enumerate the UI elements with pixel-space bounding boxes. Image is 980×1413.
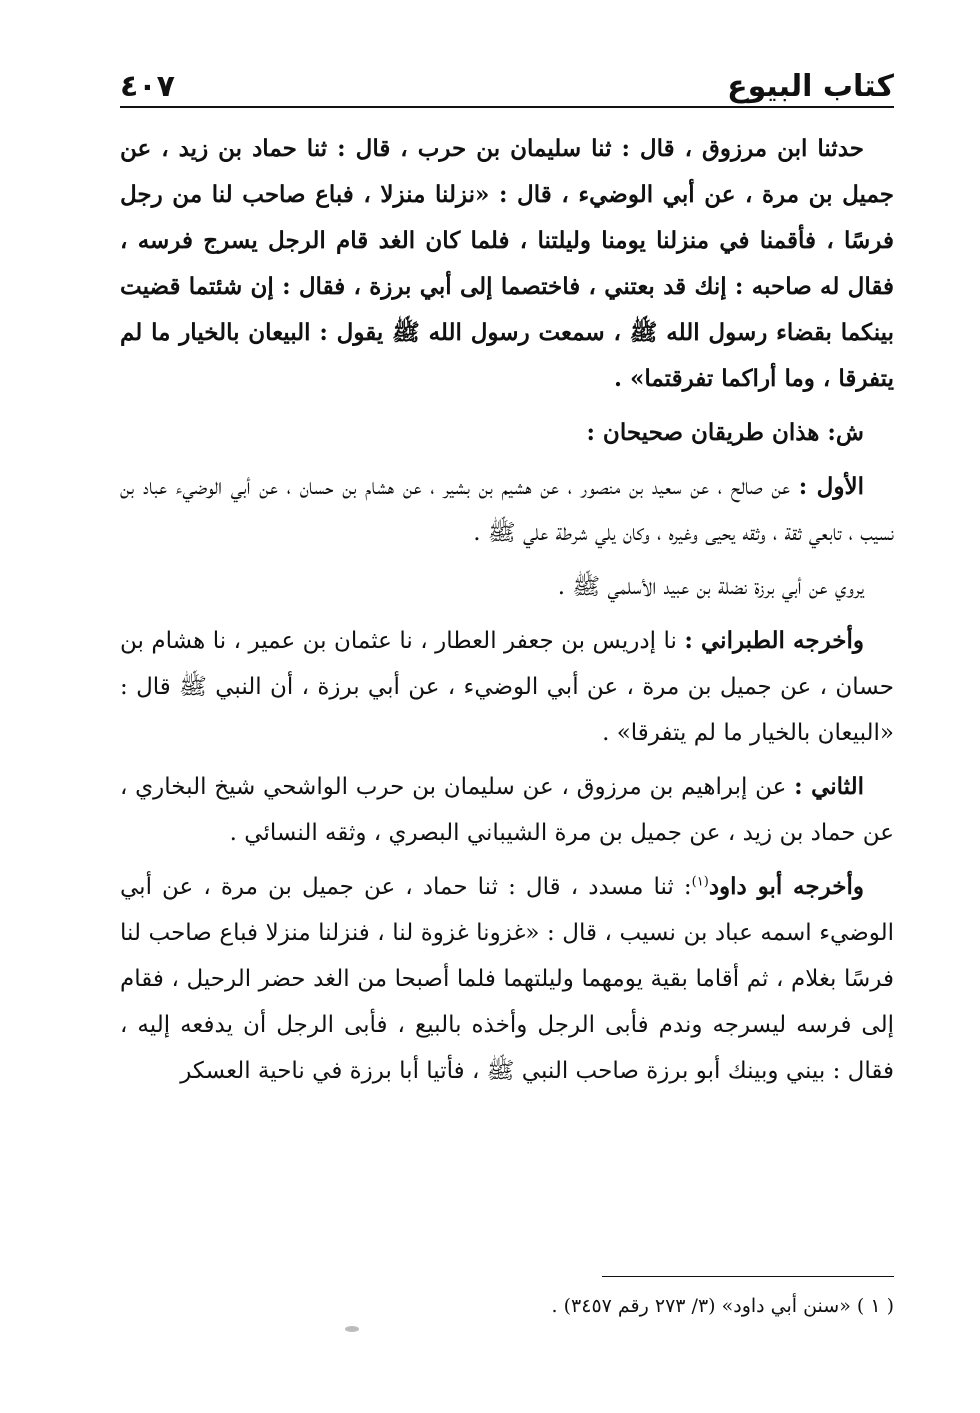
paragraph-text: : ثنا مسدد ، قال : ثنا حماد ، عن جميل بن مرة ، عن أبي الوضيء اسمه عباد بن نسيب ، قال : «غزونا غزوة لنا ، فنزلنا منزلا فباع صاحب لنا فرسًا بغلام ، ثم أقاما بقية يومهما وليلتهما فلما أصبحا من الغد حضر الرحيل ، فقام إلى فرسه ليسرجه وندم فأبى الرجل وأخذه بالبيع ، فأبى الرجل أن يدفعه إليه ، فقال : بيني وبينك أبو برزة صاحب النبي ﷺ ، فأتيا أبا برزة في ناحية العسكر <box>120 874 894 1084</box>
commentary-paragraph <box>120 464 894 556</box>
paragraph-text: حدثنا ابن مرزوق ، قال : ثنا سليمان بن حرب ، قال : ثنا حماد بن زيد ، عن جميل بن مرة ، عن أبي الوضيء ، قال : «نزلنا منزلا ، فباع صاحب لنا من رجل فرسًا ، فأقمنا في منزلنا يومنا وليلتنا ، فلما كان الغد قام الرجل يسرج فرسه ، فقال له صاحبه : إنك قد بعتني ، فاختصما إلى أبي برزة ، فقال : إن شئتما قضيت بينكما بقضاء رسول الله ﷺ ، سمعت رسول الله ﷺ يقول : البيعان بالخيار ما لم يتفرقا ، وما أراكما تفرقتما» . <box>120 135 894 392</box>
chapter-title: كتاب البيوع <box>727 69 894 104</box>
page-number: ٤٠٧ <box>120 69 175 104</box>
paragraph-text: نا إدريس بن جعفر العطار ، نا عثمان بن عمير ، نا هشام بن حسان ، عن جميل بن مرة ، عن أبي الوضيء ، عن أبي برزة ، أن النبي ﷺ قال : «البيعان بالخيار ما لم يتفرقا» . <box>120 628 894 746</box>
paragraph-text: يروي عن أبي برزة نضلة بن عبيد الأسلمي ﷺ . <box>557 574 864 600</box>
paragraph-text: عن صالح ، عن سعيد بن منصور ، عن هشيم بن بشير ، عن هشام بن حسان ، عن أبي الوضيء عباد بن نسيب ، تابعي ثقة ، وثقه يحيى وغيره ، وكان يلي شرطة علي ﷺ . <box>120 474 894 546</box>
paragraph-lead: وأخرجه الطبراني : <box>684 627 864 654</box>
paragraph-text: عن إبراهيم بن مرزوق ، عن سليمان بن حرب الواشحي شيخ البخاري ، عن حماد بن زيد ، عن جميل بن مرة الشيباني البصري ، وثقه النسائي . <box>120 774 894 846</box>
commentary-paragraph <box>120 564 894 610</box>
main-text <box>120 126 894 1102</box>
footnote-divider <box>602 1276 894 1277</box>
paragraph-lead: الأول : <box>798 473 864 500</box>
section-heading <box>120 410 894 456</box>
scan-smudge <box>345 1326 359 1332</box>
commentary-paragraph <box>120 764 894 856</box>
footnote <box>120 1288 894 1324</box>
footnote-text: ( ١ ) «سنن أبي داود» (٣/ ٢٧٣ رقم ٣٤٥٧) . <box>551 1295 894 1317</box>
commentary-paragraph <box>120 864 894 1094</box>
footnote-marker[interactable]: (١) <box>691 874 709 890</box>
paragraph-lead: الثاني : <box>794 773 864 800</box>
hadith-paragraph <box>120 126 894 402</box>
paragraph-lead: وأخرجه أبو داود <box>708 873 864 900</box>
commentary-paragraph <box>120 618 894 756</box>
running-header <box>120 60 894 108</box>
paragraph-text: ش: هذان طريقان صحيحان : <box>586 419 864 446</box>
